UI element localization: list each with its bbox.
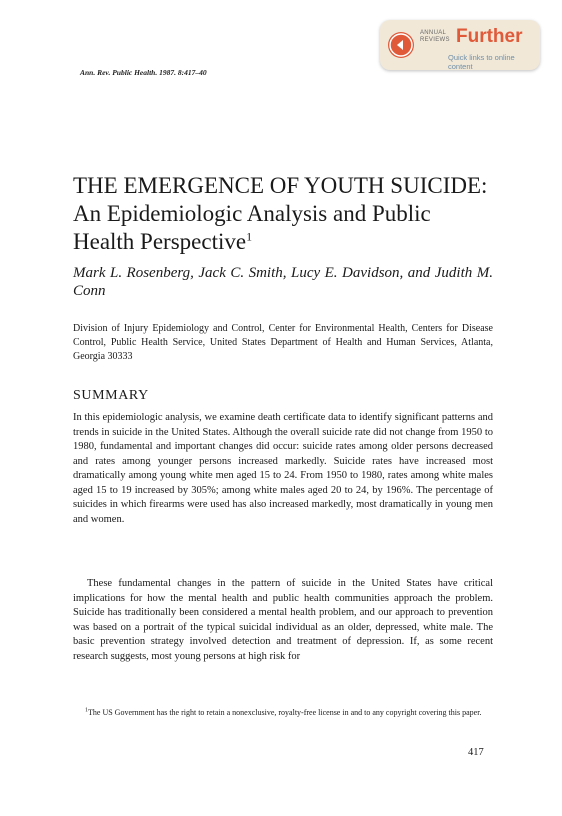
quick-links-link[interactable]: Quick links to online content bbox=[448, 53, 515, 71]
section-heading-summary: SUMMARY bbox=[73, 388, 149, 403]
annual-reviews-logo-text bbox=[420, 30, 450, 44]
footnote bbox=[73, 707, 493, 720]
title-footnote-mark[interactable]: 1 bbox=[246, 229, 253, 244]
article-title bbox=[73, 172, 493, 256]
page-number: 417 bbox=[468, 747, 484, 758]
summary-paragraph-2: These fundamental changes in the pattern of suicide in the United States have critical implications for how the mental health and public health communities approach the problem. Suicide has traditionally been considered a mental health problem, and our approach to prevention was based on a portrait of the typical suicidal individual as an older, depressed, white male. The basic prevention strategy involved detection and treatment of depression. If, as some recent research suggests, most young persons at high risk for bbox=[73, 578, 493, 662]
footnote-mark: 1 bbox=[85, 707, 88, 714]
further-label: Further bbox=[456, 26, 523, 47]
play-circle-icon bbox=[388, 32, 414, 58]
brand-line-2: REVIEWS bbox=[420, 37, 450, 43]
brand-line-1: ANNUAL bbox=[420, 30, 447, 36]
annual-reviews-further-badge[interactable] bbox=[380, 20, 540, 70]
footnote-text: The US Government has the right to retain a nonexclusive, royalty-free license in and to any copyright covering this paper. bbox=[88, 708, 482, 717]
journal-citation: Ann. Rev. Public Health. 1987. 8:417–40 bbox=[80, 68, 207, 77]
author-affiliation: Division of Injury Epidemiology and Control, Center for Environmental Health, Centers for Disease Control, Public Health Service, United States Department of Health and Human Services, Atlanta, Georgia 30333 bbox=[73, 323, 493, 362]
summary-paragraph-1: In this epidemiologic analysis, we examine death certificate data to identify significant patterns and trends in suicide in the United States. Although the overall suicide rate did not change from 1950 to 1980, fundamental and important changes did occur: suicide rates among older persons decreased and rates among younger persons increased markedly. Suicide rates have increased most dramatically among young white men aged 15 to 24. From 1950 to 1980, rates among white males aged 15 to 19 increased by 305%; among white males aged 20 to 24, by 196%. The percentage of suicides in which firearms were used has also increased markedly, most dramatically in young men and women. bbox=[73, 412, 493, 525]
article-title-text: THE EMERGENCE OF YOUTH SUICIDE: An Epidemiologic Analysis and Public Health Perspective bbox=[73, 173, 488, 254]
author-list: Mark L. Rosenberg, Jack C. Smith, Lucy E. Davidson, and Judith M. Conn bbox=[73, 265, 493, 299]
